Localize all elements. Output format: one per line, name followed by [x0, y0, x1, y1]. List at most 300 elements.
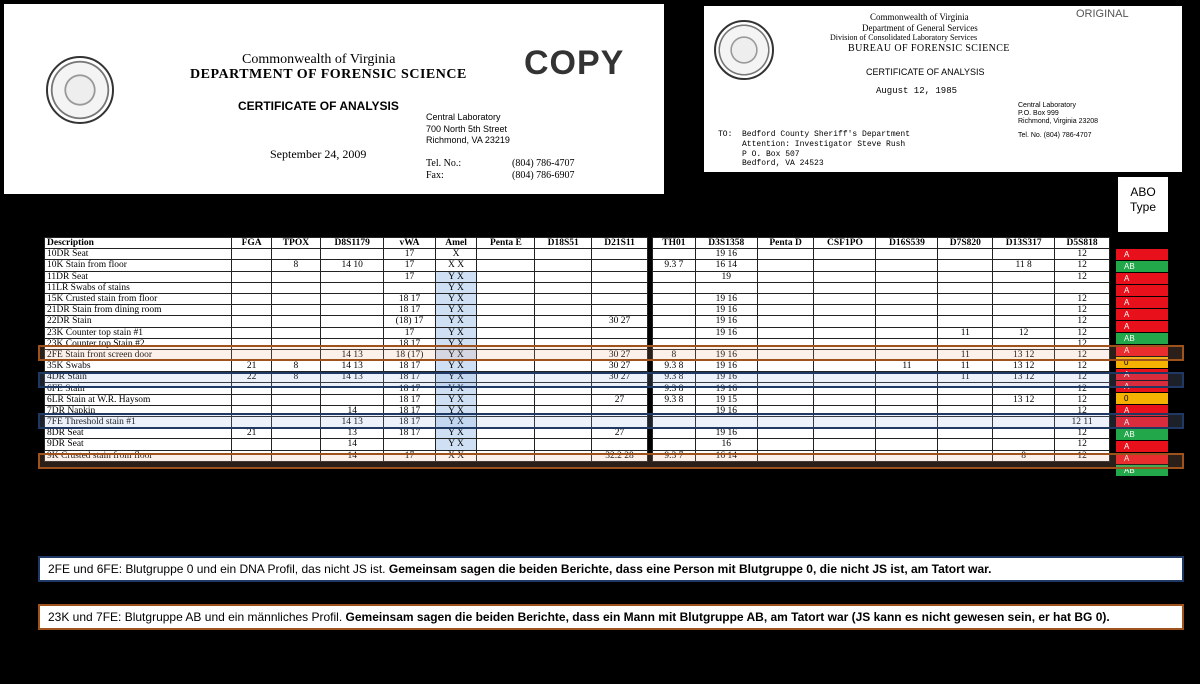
cell-vwa: 18 17: [384, 405, 435, 416]
cell-d5s818: 12: [1055, 260, 1110, 271]
cell-d3s1358: 19 16: [695, 372, 757, 383]
fax-value: (804) 786-6907: [512, 170, 575, 181]
cell-amel: Y X: [435, 327, 477, 338]
cell-amel: Y X: [435, 428, 477, 439]
cell-d13s317: 13 12: [993, 394, 1055, 405]
cell-d3s1358: 19: [695, 271, 757, 282]
cell-penta-d: [757, 271, 814, 282]
col-header-amel: Amel: [435, 238, 477, 249]
cell-d3s1358: 19 16: [695, 293, 757, 304]
cell-th01: 9.3 8: [653, 372, 696, 383]
cell-d18s51: [535, 316, 592, 327]
cell-d21s11: [592, 260, 648, 271]
cell-d3s1358: 16: [695, 439, 757, 450]
cell-penta-e: [477, 260, 535, 271]
table-row: [45, 439, 648, 450]
cell-d5s818: 12: [1055, 349, 1110, 360]
col-header-description: Description: [45, 238, 232, 249]
cell-vwa: [384, 282, 435, 293]
abo-type-cell: A: [1116, 321, 1168, 332]
table-row: [653, 282, 1110, 293]
cell-penta-e: [477, 271, 535, 282]
col-header-d7s820: D7S820: [938, 238, 993, 249]
cell-penta-d: [757, 305, 814, 316]
cell-d8s1179: [321, 271, 384, 282]
cell-d18s51: [535, 293, 592, 304]
header-line-general-services: Department of General Services: [862, 23, 978, 33]
cell-d7s820: [938, 249, 993, 260]
cell-penta-e: [477, 316, 535, 327]
cell-fga: [232, 394, 271, 405]
cell-description: 21DR Stain from dining room: [45, 305, 232, 316]
to-line-2: Attention: Investigator Steve Rush: [742, 140, 906, 149]
cell-d5s818: 12: [1055, 338, 1110, 349]
cell-d5s818: 12: [1055, 271, 1110, 282]
cell-th01: 9.3 7: [653, 450, 696, 461]
cell-penta-d: [757, 327, 814, 338]
cell-d16s539: [876, 293, 938, 304]
cell-tpox: [271, 439, 320, 450]
to-label: TO:: [718, 130, 733, 139]
cell-d13s317: 13 12: [993, 361, 1055, 372]
highlight-2fe: [38, 372, 1184, 388]
cell-d8s1179: [321, 282, 384, 293]
cell-d8s1179: [321, 293, 384, 304]
cell-d3s1358: 19 15: [695, 394, 757, 405]
cell-vwa: 18 17: [384, 383, 435, 394]
table-row: [653, 305, 1110, 316]
abo-type-cell: A: [1116, 249, 1168, 260]
highlight-6fe: [38, 413, 1184, 429]
cell-th01: [653, 271, 696, 282]
cell-amel: Y X: [435, 305, 477, 316]
cell-d13s317: [993, 271, 1055, 282]
cell-d8s1179: 14 10: [321, 260, 384, 271]
address-line-3: Richmond, VA 23219: [426, 135, 510, 145]
cell-penta-d: [757, 439, 814, 450]
col-header-th01: TH01: [653, 238, 696, 249]
cell-csf1po: [814, 293, 876, 304]
cell-d13s317: [993, 282, 1055, 293]
cell-description: 6FE Stain: [45, 383, 232, 394]
abo-type-cell: 0: [1116, 393, 1168, 404]
cell-d5s818: 12: [1055, 405, 1110, 416]
cell-d5s818: 12: [1055, 316, 1110, 327]
note-1-conclusion: Gemeinsam sagen die beiden Berichte, dass eine Person mit Blutgruppe 0, die nicht JS ist, am Tatort war.: [388, 562, 992, 576]
cell-amel: Y X: [435, 439, 477, 450]
cell-d3s1358: 19 16: [695, 249, 757, 260]
cell-description: 23K Counter top Stain #2: [45, 338, 232, 349]
cell-description: 11LR Swabs of stains: [45, 282, 232, 293]
cell-description: 35K Swabs: [45, 361, 232, 372]
cell-d3s1358: 19 16: [695, 316, 757, 327]
copy-stamp: COPY: [524, 44, 625, 82]
table-row: [653, 428, 1110, 439]
table-row: [653, 293, 1110, 304]
cell-d21s11: 27: [592, 428, 648, 439]
cell-d8s1179: 14 13: [321, 361, 384, 372]
cell-d13s317: [993, 428, 1055, 439]
cell-d18s51: [535, 361, 592, 372]
highlight-23k: [38, 345, 1184, 361]
cell-d5s818: 12: [1055, 327, 1110, 338]
cell-th01: 9.3 7: [653, 260, 696, 271]
abo-type-cell: A: [1116, 273, 1168, 284]
cell-d21s11: [592, 271, 648, 282]
cell-d7s820: 11: [938, 372, 993, 383]
table-row: [45, 293, 648, 304]
col-header-d3s1358: D3S1358: [695, 238, 757, 249]
cell-d5s818: 12: [1055, 372, 1110, 383]
address-line-2: P.O. Box 999: [1018, 110, 1059, 117]
cell-d7s820: [938, 394, 993, 405]
abo-label: ABO: [1130, 185, 1156, 199]
header-line-bureau: BUREAU OF FORENSIC SCIENCE: [848, 43, 1010, 54]
cell-d8s1179: [321, 394, 384, 405]
col-header-vwa: vWA: [384, 238, 435, 249]
cell-d5s818: 12: [1055, 428, 1110, 439]
col-header-d16s539: D16S539: [876, 238, 938, 249]
cell-d7s820: [938, 260, 993, 271]
cell-fga: [232, 305, 271, 316]
cell-vwa: 17: [384, 260, 435, 271]
col-header-fga: FGA: [232, 238, 271, 249]
cell-d7s820: [938, 316, 993, 327]
cell-th01: 9.3 8: [653, 361, 696, 372]
cell-vwa: 18 17: [384, 361, 435, 372]
cell-d16s539: [876, 305, 938, 316]
table-row: [45, 249, 648, 260]
cell-tpox: [271, 271, 320, 282]
cell-d13s317: [993, 249, 1055, 260]
cell-d3s1358: 19 16: [695, 305, 757, 316]
cell-d18s51: [535, 271, 592, 282]
to-line-3: P O. Box 507: [742, 150, 800, 159]
cell-d21s11: [592, 305, 648, 316]
cell-d5s818: 12: [1055, 383, 1110, 394]
virginia-seal-icon: [46, 56, 114, 124]
cell-d3s1358: 19 16: [695, 349, 757, 360]
cell-d8s1179: [321, 316, 384, 327]
cell-d7s820: [938, 439, 993, 450]
cell-amel: Y X: [435, 417, 477, 428]
abo-type-header: [1118, 177, 1168, 232]
cell-penta-e: [477, 305, 535, 316]
cell-d13s317: [993, 439, 1055, 450]
tel-value: Tel. No. (804) 786-4707: [1018, 132, 1092, 139]
cell-vwa: 17: [384, 249, 435, 260]
cell-d16s539: 11: [876, 361, 938, 372]
col-header-d13s317: D13S317: [993, 238, 1055, 249]
cell-penta-d: [757, 316, 814, 327]
cell-tpox: [271, 394, 320, 405]
cell-penta-e: [477, 439, 535, 450]
cell-d3s1358: [695, 282, 757, 293]
cell-csf1po: [814, 316, 876, 327]
cell-vwa: 18 17: [384, 293, 435, 304]
abo-type-cell: AB: [1116, 465, 1168, 476]
cell-tpox: [271, 282, 320, 293]
cell-d5s818: 12: [1055, 293, 1110, 304]
cell-th01: [653, 305, 696, 316]
cell-d7s820: [938, 428, 993, 439]
abo-type-cell: A: [1116, 381, 1168, 392]
cell-th01: [653, 327, 696, 338]
header-certificate-title: CERTIFICATE OF ANALYSIS: [238, 99, 399, 113]
col-header-d5s818: D5S818: [1055, 238, 1110, 249]
cell-d3s1358: 19 16: [695, 428, 757, 439]
cell-fga: [232, 327, 271, 338]
cell-penta-e: [477, 428, 535, 439]
cell-d5s818: 12: [1055, 361, 1110, 372]
cell-tpox: [271, 305, 320, 316]
table-row: [653, 327, 1110, 338]
table-row: [45, 305, 648, 316]
cell-d8s1179: 14 13: [321, 417, 384, 428]
cell-amel: Y X: [435, 316, 477, 327]
cell-penta-d: [757, 282, 814, 293]
abo-type-cell: 0: [1116, 357, 1168, 368]
cell-tpox: [271, 327, 320, 338]
cell-d7s820: [938, 282, 993, 293]
cell-tpox: [271, 249, 320, 260]
abo-type-cell: A: [1116, 345, 1168, 356]
note-2-conclusion: Gemeinsam sagen die beiden Berichte, dass ein Mann mit Blutgruppe AB, am Tatort war (JS kann es nicht gewesen sein, er hat BG 0).: [345, 610, 1110, 624]
cell-th01: 9.3 8: [653, 394, 696, 405]
cell-penta-d: [757, 249, 814, 260]
cell-penta-d: [757, 293, 814, 304]
cell-d13s317: 12: [993, 327, 1055, 338]
fax-label: Fax:: [426, 170, 444, 181]
cell-description: 4DR Stain: [45, 372, 232, 383]
cell-vwa: 17: [384, 450, 435, 461]
cell-description: 22DR Stain: [45, 316, 232, 327]
col-header-penta-d: Penta D: [757, 238, 814, 249]
table-row: [653, 260, 1110, 271]
cell-d5s818: 12: [1055, 249, 1110, 260]
col-header-penta-e: Penta E: [477, 238, 535, 249]
cell-vwa: 18 17: [384, 372, 435, 383]
cell-d5s818: 12 11: [1055, 417, 1110, 428]
cell-csf1po: [814, 282, 876, 293]
cell-amel: X: [435, 249, 477, 260]
header-certificate-title: CERTIFICATE OF ANALYSIS: [866, 67, 985, 77]
cell-d7s820: [938, 271, 993, 282]
cell-d5s818: 12: [1055, 450, 1110, 461]
cell-d21s11: 30 27: [592, 349, 648, 360]
cell-fga: [232, 249, 271, 260]
cell-penta-e: [477, 293, 535, 304]
cell-d3s1358: 19 16: [695, 327, 757, 338]
col-header-d21s11: D21S11: [592, 238, 648, 249]
cell-tpox: 8: [271, 361, 320, 372]
cell-d8s1179: 13: [321, 428, 384, 439]
cell-d16s539: [876, 439, 938, 450]
cell-d13s317: [993, 316, 1055, 327]
cell-d7s820: [938, 305, 993, 316]
cell-vwa: 18 17: [384, 394, 435, 405]
table-row: [653, 271, 1110, 282]
cell-d13s317: 13 12: [993, 372, 1055, 383]
cell-description: 8DR Seat: [45, 428, 232, 439]
cell-amel: Y X: [435, 361, 477, 372]
cell-csf1po: [814, 327, 876, 338]
note-1-text: 2FE und 6FE: Blutgruppe 0 und ein DNA Profil, das nicht JS ist.: [48, 562, 389, 576]
cell-amel: Y X: [435, 293, 477, 304]
cell-csf1po: [814, 361, 876, 372]
abo-type-cell: A: [1116, 285, 1168, 296]
header-line-division: Division of Consolidated Laboratory Services: [830, 33, 978, 42]
cell-d21s11: 32.2 28: [592, 450, 648, 461]
table-row: [45, 394, 648, 405]
cell-amel: Y X: [435, 372, 477, 383]
abo-type-cell: A: [1116, 405, 1168, 416]
col-header-csf1po: CSF1PO: [814, 238, 876, 249]
cell-d8s1179: 14: [321, 450, 384, 461]
cell-fga: [232, 271, 271, 282]
cell-description: 9DR Seat: [45, 439, 232, 450]
header-date: September 24, 2009: [270, 147, 367, 161]
cell-d3s1358: 19 16: [695, 383, 757, 394]
cell-description: 23K Counter top stain #1: [45, 327, 232, 338]
table-row: [45, 361, 648, 372]
cell-fga: 21: [232, 361, 271, 372]
address-line-2: 700 North 5th Street: [426, 124, 508, 134]
tel-label: Tel. No.:: [426, 158, 462, 169]
cell-d18s51: [535, 428, 592, 439]
cell-d21s11: 27: [592, 394, 648, 405]
cell-fga: [232, 293, 271, 304]
cell-description: 10K Stain from floor: [45, 260, 232, 271]
cell-d3s1358: 19 16: [695, 361, 757, 372]
col-header-d8s1179: D8S1179: [321, 238, 384, 249]
cell-d8s1179: 14 13: [321, 372, 384, 383]
col-header-d18s51: D18S51: [535, 238, 592, 249]
cell-th01: [653, 428, 696, 439]
address-line-1: Central Laboratory: [1018, 102, 1076, 109]
cell-d5s818: 12: [1055, 305, 1110, 316]
cell-d21s11: [592, 249, 648, 260]
cell-amel: X X: [435, 450, 477, 461]
cell-csf1po: [814, 260, 876, 271]
cell-vwa: (18) 17: [384, 316, 435, 327]
cell-csf1po: [814, 439, 876, 450]
abo-type-cell: AB: [1116, 429, 1168, 440]
table-row: [653, 361, 1110, 372]
cell-d13s317: 13 12: [993, 349, 1055, 360]
tel-value: (804) 786-4707: [512, 158, 575, 169]
cell-d8s1179: [321, 305, 384, 316]
cell-d3s1358: 16 14: [695, 260, 757, 271]
cell-d13s317: [993, 305, 1055, 316]
cell-vwa: 18 17: [384, 417, 435, 428]
cell-d21s11: [592, 327, 648, 338]
cell-fga: [232, 282, 271, 293]
cell-d7s820: 11: [938, 327, 993, 338]
cell-th01: [653, 282, 696, 293]
cell-csf1po: [814, 249, 876, 260]
cell-d5s818: [1055, 282, 1110, 293]
cell-fga: 21: [232, 428, 271, 439]
cell-d18s51: [535, 282, 592, 293]
table-row: [653, 394, 1110, 405]
cell-vwa: 17: [384, 271, 435, 282]
cell-d16s539: [876, 282, 938, 293]
abo-type-cell: A: [1116, 417, 1168, 428]
table-row: [45, 316, 648, 327]
cell-d21s11: [592, 439, 648, 450]
cell-penta-d: [757, 361, 814, 372]
cell-vwa: 18 17: [384, 428, 435, 439]
cell-tpox: 8: [271, 260, 320, 271]
cell-description: 9K Crusted stain from floor: [45, 450, 232, 461]
cell-tpox: [271, 428, 320, 439]
original-stamp: ORIGINAL: [1076, 8, 1129, 20]
cell-amel: Y X: [435, 349, 477, 360]
cell-d8s1179: [321, 249, 384, 260]
table-row: [45, 260, 648, 271]
abo-type-column: [1116, 249, 1168, 477]
cell-csf1po: [814, 394, 876, 405]
abo-type-cell: A: [1116, 453, 1168, 464]
cell-penta-e: [477, 394, 535, 405]
certificate-header-1985: [704, 6, 1182, 172]
cell-penta-e: [477, 361, 535, 372]
cell-csf1po: [814, 271, 876, 282]
cell-d21s11: [592, 282, 648, 293]
cell-d16s539: [876, 394, 938, 405]
cell-th01: [653, 293, 696, 304]
header-line-department: DEPARTMENT OF FORENSIC SCIENCE: [190, 67, 467, 82]
cell-d13s317: 11 8: [993, 260, 1055, 271]
col-header-tpox: TPOX: [271, 238, 320, 249]
cell-th01: [653, 439, 696, 450]
cell-d18s51: [535, 394, 592, 405]
cell-d13s317: [993, 293, 1055, 304]
cell-d13s317: 8: [993, 450, 1055, 461]
cell-d18s51: [535, 439, 592, 450]
cell-d8s1179: 14 13: [321, 349, 384, 360]
address-line-3: Richmond, Virginia 23208: [1018, 118, 1099, 125]
cell-csf1po: [814, 428, 876, 439]
cell-d16s539: [876, 428, 938, 439]
table-row: [45, 282, 648, 293]
cell-vwa: 18 17: [384, 338, 435, 349]
cell-d7s820: 11: [938, 349, 993, 360]
cell-penta-d: [757, 260, 814, 271]
cell-penta-e: [477, 327, 535, 338]
table-row: [653, 316, 1110, 327]
cell-th01: 9.3 8: [653, 383, 696, 394]
cell-penta-d: [757, 428, 814, 439]
cell-d7s820: 11: [938, 361, 993, 372]
cell-tpox: 8: [271, 372, 320, 383]
highlight-7fe: [38, 453, 1184, 469]
cell-d21s11: 30 27: [592, 316, 648, 327]
cell-d8s1179: [321, 327, 384, 338]
abo-type-cell: AB: [1116, 261, 1168, 272]
cell-description: 2FE Stain front screen door: [45, 349, 232, 360]
header-line-commonwealth: Commonwealth of Virginia: [870, 12, 969, 22]
cell-vwa: 18 17: [384, 305, 435, 316]
cell-vwa: 17: [384, 327, 435, 338]
cell-description: 11DR Seat: [45, 271, 232, 282]
cell-d21s11: 30 27: [592, 361, 648, 372]
to-line-4: Bedford, VA 24523: [742, 159, 824, 168]
cell-fga: [232, 439, 271, 450]
cell-d3s1358: 16 14: [695, 450, 757, 461]
cell-th01: [653, 316, 696, 327]
